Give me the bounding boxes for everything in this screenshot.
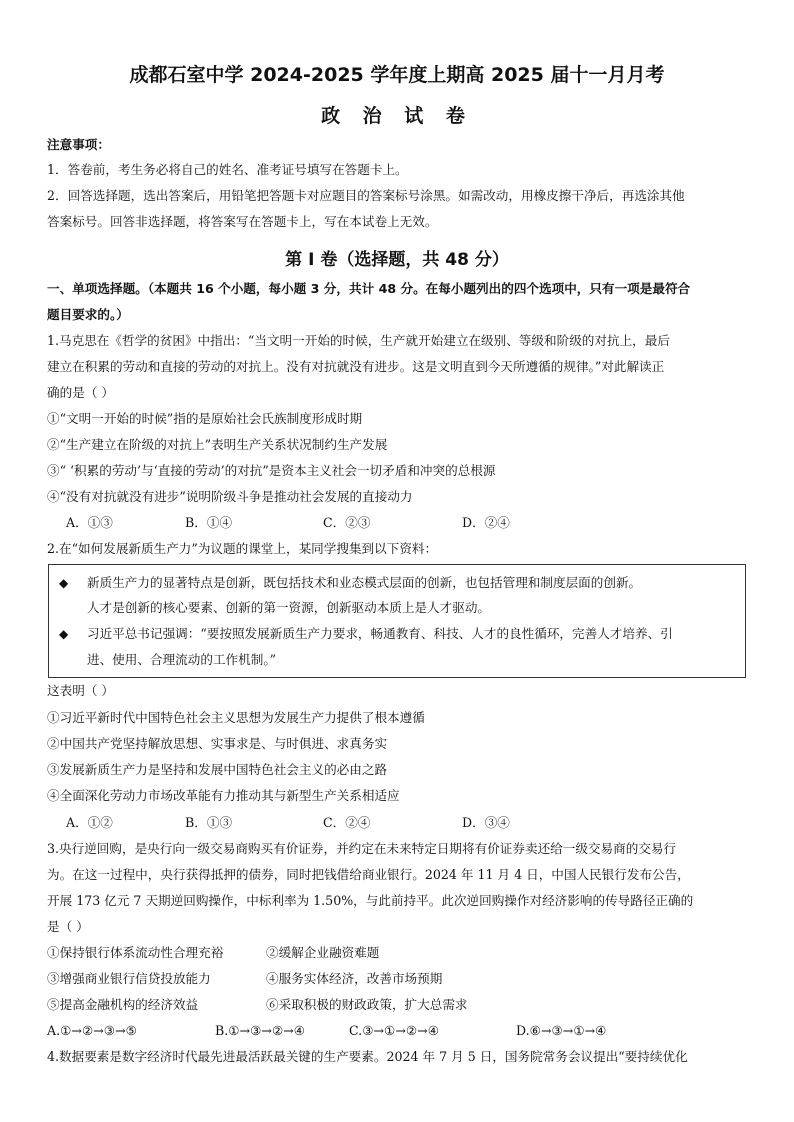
q2-stem: 2.在“如何发展新质生产力”为议题的课堂上，某同学搜集到以下资料： [47, 541, 438, 556]
q4-stem-line-1: 4.数据要素是数字经济时代最先进最活跃最关键的生产要素。2024 年 7 月 5 日，国务院常务会议提出“要持续优化 [47, 1049, 688, 1064]
q3-statement-1: ①保持银行体系流动性合理充裕 [47, 945, 224, 960]
q1-statement-1: ①“文明一开始的时候”指的是原始社会氏族制度形成时期 [47, 411, 363, 426]
notice-item-1: 1．答卷前，考生务必将自己的姓名、准考证号填写在答题卡上。 [47, 162, 408, 177]
q1-option-b[interactable]: B．①④ [185, 515, 233, 530]
q2-material-box [48, 564, 746, 678]
q2-statement-1: ①习近平新时代中国特色社会主义思想为发展生产力提供了根本遵循 [47, 710, 425, 725]
q2-ask: 这表明（ ） [47, 683, 114, 698]
q1-option-c[interactable]: C．②③ [323, 515, 371, 530]
q3-statement-4: ④服务实体经济，改善市场预期 [266, 971, 443, 986]
bullet-diamond-icon: ◆ [59, 627, 69, 641]
q3-statement-6: ⑥采取积极的财政政策，扩大总需求 [266, 997, 468, 1012]
q2-option-a[interactable]: A．①② [66, 815, 113, 830]
section-title: 第 I 卷（选择题，共 48 分） [285, 250, 509, 270]
q2-option-b[interactable]: B．①③ [185, 815, 233, 830]
q1-statement-2: ②“生产建立在阶级的对抗上”表明生产关系状况制约生产发展 [47, 437, 388, 452]
q2-material-2-line-2: 进、使用、合理流动的工作机制。” [87, 652, 277, 667]
section-instruction-line-1: 一、单项选择题。（本题共 16 个小题，每小题 3 分，共计 48 分。在每小题列出的四个选项中，只有一项是最符合 [47, 281, 691, 296]
q2-statement-3: ③发展新质生产力是坚持和发展中国特色社会主义的必由之路 [47, 762, 388, 777]
q2-material-2-line-1: 习近平总书记强调：“要按照发展新质生产力要求，畅通教育、科技、人才的良性循环，完善人才培养、引 [87, 626, 673, 641]
q3-statement-5: ⑤提高金融机构的经济效益 [47, 997, 199, 1012]
section-instruction-line-2: 题目要求的。） [47, 307, 129, 322]
q2-statement-4: ④全面深化劳动力市场改革能有力推动其与新型生产关系相适应 [47, 788, 400, 803]
q2-material-1-line-2: 人才是创新的核心要素、创新的第一资源，创新驱动本质上是人才驱动。 [87, 600, 490, 615]
q3-statement-2: ②缓解企业融资难题 [266, 945, 380, 960]
q2-option-c[interactable]: C．②④ [323, 815, 371, 830]
q1-stem-line-2: 建立在积累的劳动和直接的劳动的对抗上。没有对抗就没有进步。这是文明直到今天所遵循的规律。”对此解读正 [47, 359, 665, 374]
q1-option-a[interactable]: A．①③ [66, 515, 113, 530]
q3-option-b[interactable]: B.①→③→②→④ [215, 1023, 306, 1038]
notice-item-2-line-1: 2．回答选择题，选出答案后，用铅笔把答题卡对应题目的答案标号涂黑。如需改动，用橡皮擦干净后，再选涂其他 [47, 188, 685, 203]
exam-title: 成都石室中学 2024-2025 学年度上期高 2025 届十一月月考 [129, 64, 665, 86]
q3-stem-line-4: 是（ ） [47, 919, 89, 934]
q1-statement-4: ④“没有对抗就没有进步”说明阶级斗争是推动社会发展的直接动力 [47, 489, 413, 504]
q1-stem-line-3: 确的是（ ） [47, 385, 114, 400]
q3-option-a[interactable]: A.①→②→③→⑤ [47, 1023, 137, 1038]
q2-option-d[interactable]: D．③④ [462, 815, 510, 830]
q2-statement-2: ②中国共产党坚持解放思想、实事求是、与时俱进、求真务实 [47, 736, 388, 751]
q2-material-1-line-1: 新质生产力的显著特点是创新，既包括技术和业态模式层面的创新，也包括管理和制度层面的创新。 [87, 575, 642, 590]
q3-stem-line-3: 开展 173 亿元 7 天期逆回购操作，中标利率为 1.50%，与此前持平。此次逆回购操作对经济影响的传导路径正确的 [47, 893, 694, 908]
q3-option-d[interactable]: D.⑥→③→①→④ [516, 1023, 607, 1038]
notice-item-2-line-2: 答案标号。回答非选择题，将答案写在答题卡上，写在本试卷上无效。 [47, 214, 438, 229]
q1-stem-line-1: 1.马克思在《哲学的贫困》中指出：“当文明一开始的时候，生产就开始建立在级别、等级和阶级的对抗上，最后 [47, 333, 670, 348]
q3-stem-line-2: 为。在这一过程中，央行获得抵押的债券，同时把钱借给商业银行。2024 年 11 月 4 日，中国人民银行发布公告， [47, 867, 690, 882]
bullet-diamond-icon: ◆ [59, 576, 69, 590]
q3-stem-line-1: 3.央行逆回购，是央行向一级交易商购买有价证券，并约定在未来特定日期将有价证券卖还给一级交易商的交易行 [47, 841, 677, 856]
q1-option-d[interactable]: D．②④ [462, 515, 510, 530]
exam-subject: 政 治 试 卷 [321, 105, 473, 127]
q1-statement-3: ③“ ‘积累的劳动’与‘直接的劳动’的对抗”是资本主义社会一切矛盾和冲突的总根源 [47, 463, 496, 478]
notice-heading: 注意事项： [47, 137, 110, 152]
q3-option-c[interactable]: C.③→①→②→④ [349, 1023, 440, 1038]
q3-statement-3: ③增强商业银行信贷投放能力 [47, 971, 211, 986]
